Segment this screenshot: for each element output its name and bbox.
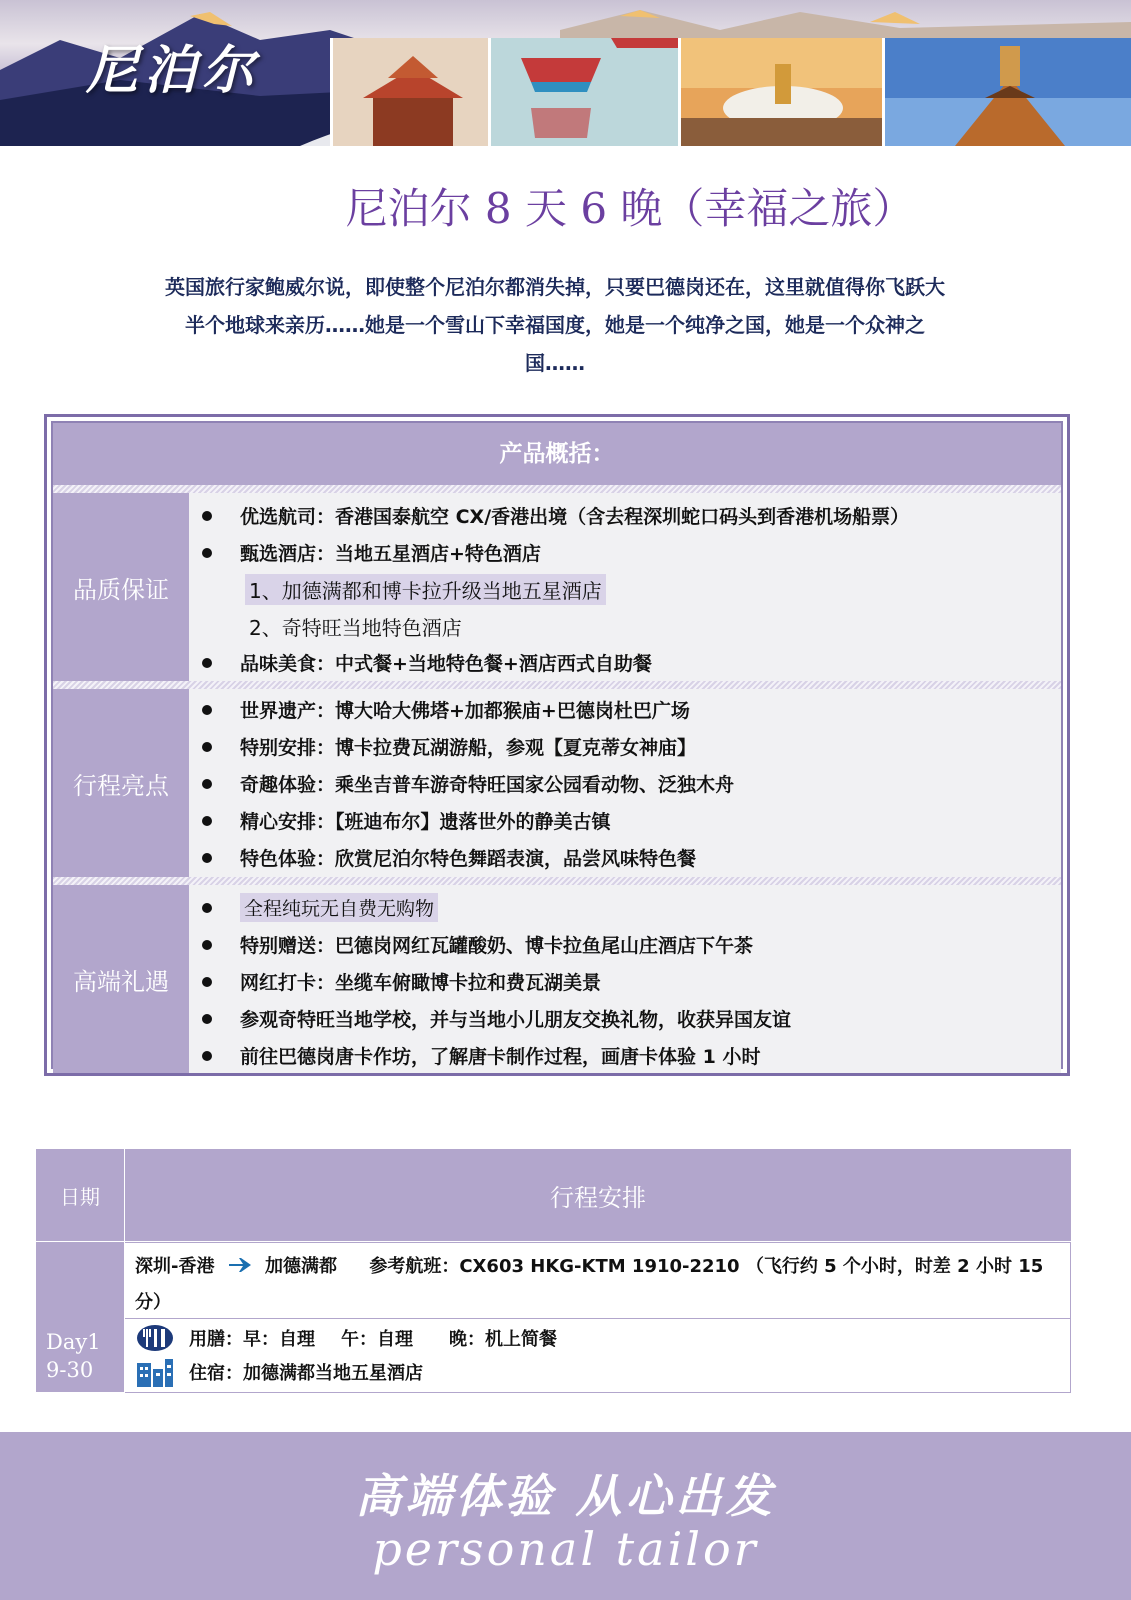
footer-subtitle: personal tailor xyxy=(372,1522,759,1576)
page-title: 尼泊尔 8 天 6 晚（幸福之旅） xyxy=(345,184,915,233)
list-item: 网红打卡：坐缆车俯瞰博卡拉和费瓦湖美景 xyxy=(189,963,1061,1000)
day-date: 9-30 xyxy=(46,1358,94,1382)
list-item: 甄选酒店：当地五星酒店+特色酒店 xyxy=(189,534,1061,571)
list-item: 优选航司：香港国泰航空 CX/香港出境（含去程深圳蛇口码头到香港机场船票） xyxy=(189,497,1061,534)
bullet-icon xyxy=(202,742,212,752)
hotel-icon xyxy=(135,1357,175,1387)
list-item: 品味美食：中式餐+当地特色餐+酒店西式自助餐 xyxy=(189,644,1061,681)
section-divider xyxy=(53,681,1061,689)
header-banner xyxy=(0,0,1131,146)
bullet-icon xyxy=(202,853,212,863)
hotel-line: 住宿：加德满都当地五星酒店 xyxy=(135,1357,423,1387)
overview-heading: 产品概括： xyxy=(53,423,1061,485)
section-body-highlights xyxy=(189,689,1061,877)
footer-slogan: 高端体验 从心出发 xyxy=(355,1469,776,1523)
product-overview xyxy=(44,414,1070,1076)
day-cell xyxy=(36,1242,125,1392)
section-label-vip: 高端礼遇 xyxy=(53,885,189,1073)
section-label-quality: 品质保证 xyxy=(53,493,189,681)
flight-info: 参考航班：CX603 HKG-KTM 1910-2210 （飞行约 5 个小时，时差 2 小时 15 分） xyxy=(135,1256,1044,1313)
section-label-highlights: 行程亮点 xyxy=(53,689,189,877)
section-divider xyxy=(53,485,1061,493)
bullet-icon xyxy=(202,658,212,668)
stupa-photo xyxy=(678,38,885,146)
footer-banner xyxy=(0,1432,1131,1600)
plan-divider xyxy=(125,1318,1070,1319)
header-date: 日期 xyxy=(36,1149,125,1241)
banner-title: 尼泊尔 xyxy=(86,40,261,101)
bullet-icon xyxy=(202,1014,212,1024)
route-line xyxy=(135,1249,1060,1321)
boat-photo xyxy=(488,38,681,146)
itinerary-table xyxy=(36,1149,1071,1392)
list-item: 世界遗产：博大哈大佛塔+加都猴庙+巴德岗杜巴广场 xyxy=(189,691,1061,728)
bullet-icon xyxy=(202,511,212,521)
bullet-icon xyxy=(202,779,212,789)
section-body-vip xyxy=(189,885,1061,1073)
list-item: 奇趣体验：乘坐吉普车游奇特旺国家公园看动物、泛独木舟 xyxy=(189,765,1061,802)
route-to: 加德满都 xyxy=(265,1256,338,1277)
pagoda-photo xyxy=(882,38,1131,146)
section-divider xyxy=(53,877,1061,885)
bullet-icon xyxy=(202,940,212,950)
bullet-icon xyxy=(202,816,212,826)
plan-cell xyxy=(125,1242,1071,1393)
list-item: 特别赠送：巴德岗网红瓦罐酸奶、博卡拉鱼尾山庄酒店下午茶 xyxy=(189,926,1061,963)
temple-photo xyxy=(330,38,491,146)
section-body-quality xyxy=(189,493,1061,681)
list-item: 前往巴德岗唐卡作坊，了解唐卡制作过程，画唐卡体验 1 小时 xyxy=(189,1037,1061,1074)
bullet-icon xyxy=(202,548,212,558)
dining-icon xyxy=(135,1323,175,1353)
bullet-icon xyxy=(202,705,212,715)
bullet-icon xyxy=(202,977,212,987)
day-label: Day1 xyxy=(46,1330,101,1354)
list-item: 特色体验：欣赏尼泊尔特色舞蹈表演，品尝风味特色餐 xyxy=(189,839,1061,876)
header-plan: 行程安排 xyxy=(125,1149,1071,1241)
list-item: 全程纯玩无自费无购物 xyxy=(189,889,1061,926)
list-subitem: 2、奇特旺当地特色酒店 xyxy=(249,616,462,640)
list-item: 特别安排：博卡拉费瓦湖游船，参观【夏克蒂女神庙】 xyxy=(189,728,1061,765)
bullet-icon xyxy=(202,903,212,913)
route-from: 深圳-香港 xyxy=(135,1256,215,1277)
bullet-icon xyxy=(202,1051,212,1061)
list-item: 精心安排：【班迪布尔】遗落世外的静美古镇 xyxy=(189,802,1061,839)
intro-paragraph: 英国旅行家鲍威尔说，即使整个尼泊尔都消失掉，只要巴德岗还在，这里就值得你飞跃大半个地球来亲历……她是一个雪山下幸福国度，她是一个纯净之国，她是一个众神之国…… xyxy=(165,275,945,375)
list-item: 参观奇特旺当地学校，并与当地小儿朋友交换礼物，收获异国友谊 xyxy=(189,1000,1061,1037)
plane-arrow-icon xyxy=(227,1256,253,1274)
list-subitem: 1、加德满都和博卡拉升级当地五星酒店 xyxy=(189,571,1061,608)
meal-line: 用膳： 早：自理 午：自理 晚：机上简餐 xyxy=(135,1323,557,1353)
